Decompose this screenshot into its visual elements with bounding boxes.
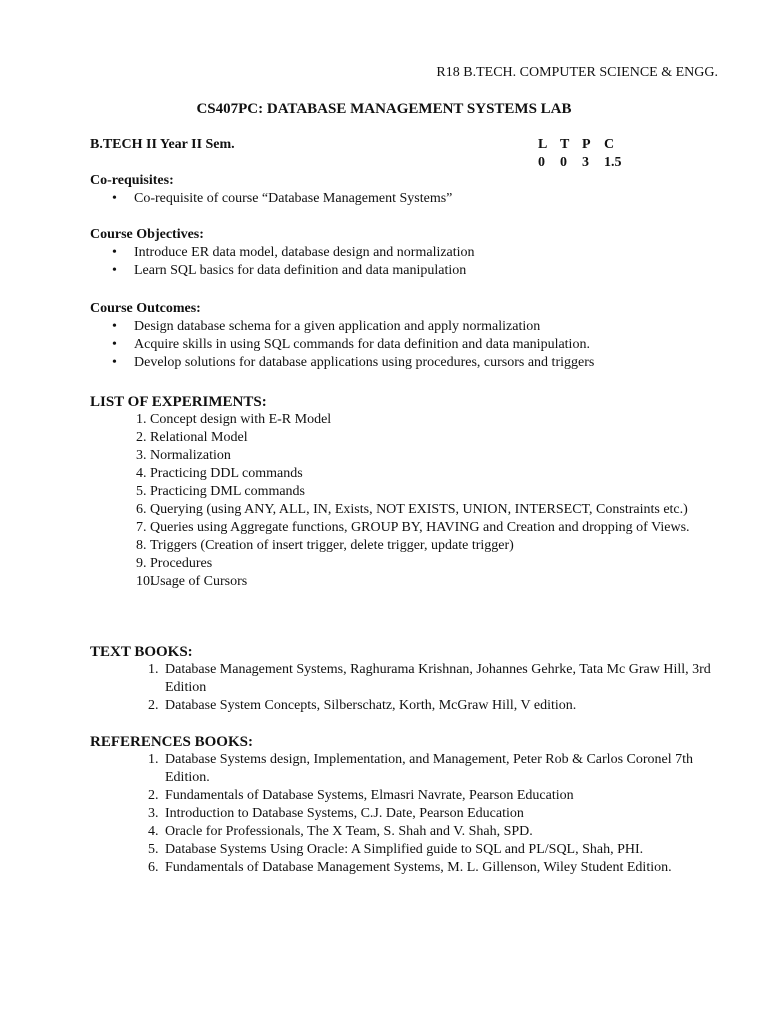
ltpc-value-c: 1.5 bbox=[604, 155, 622, 170]
item-text: Triggers (Creation of insert trigger, delete trigger, update trigger) bbox=[150, 538, 514, 553]
list-item: • Develop solutions for database applications using procedures, cursors and triggers bbox=[90, 354, 730, 372]
ltpc-header-c: C bbox=[604, 137, 615, 152]
item-text: Normalization bbox=[150, 448, 231, 463]
year-row bbox=[90, 136, 690, 172]
ltpc-table bbox=[538, 136, 622, 172]
objectives-heading: Course Objectives: bbox=[90, 227, 204, 242]
corequisites-list bbox=[90, 190, 730, 208]
experiments-list bbox=[90, 411, 730, 591]
item-number: 2. bbox=[136, 430, 147, 445]
item-text: Queries using Aggregate functions, GROUP BY, HAVING and Creation and dropping of Views. bbox=[150, 520, 690, 535]
text-books-list bbox=[90, 661, 730, 715]
item-number: 7. bbox=[136, 520, 147, 535]
item-text: Fundamentals of Database Management Systems, M. L. Gillenson, Wiley Student Edition. bbox=[165, 860, 672, 875]
ltpc-header-t: T bbox=[560, 137, 570, 152]
item-text: Fundamentals of Database Systems, Elmasri Navrate, Pearson Education bbox=[165, 788, 574, 803]
ltpc-values bbox=[538, 154, 622, 172]
item-number: 10. bbox=[136, 574, 154, 589]
item-text: Database Systems design, Implementation, and Management, Peter Rob & Carlos Coronel 7th Edition. bbox=[165, 752, 694, 785]
list-item bbox=[90, 555, 730, 573]
list-item bbox=[90, 661, 730, 697]
list-item: • Introduce ER data model, database design and normalization bbox=[90, 244, 730, 262]
course-title: CS407PC: DATABASE MANAGEMENT SYSTEMS LAB bbox=[196, 101, 572, 117]
list-item bbox=[90, 751, 730, 787]
ltpc-header-l: L bbox=[538, 137, 548, 152]
item-number: 6. bbox=[136, 502, 147, 517]
item-number: 5. bbox=[148, 842, 159, 857]
item-text: Practicing DML commands bbox=[150, 484, 306, 499]
experiments-heading: LIST OF EXPERIMENTS: bbox=[90, 394, 267, 410]
reference-books-section bbox=[90, 733, 730, 877]
ltpc-headers bbox=[538, 136, 622, 154]
ltpc-value-l: 0 bbox=[538, 155, 545, 170]
year-label: B.TECH II Year II Sem. bbox=[90, 137, 235, 152]
program-header: R18 B.TECH. COMPUTER SCIENCE & ENGG. bbox=[436, 65, 718, 80]
list-item bbox=[90, 805, 730, 823]
item-text: Relational Model bbox=[150, 430, 248, 445]
list-item bbox=[90, 501, 730, 519]
list-item bbox=[90, 787, 730, 805]
item-number: 4. bbox=[136, 466, 147, 481]
text-books-section bbox=[90, 643, 730, 715]
item-number: 1. bbox=[148, 752, 159, 767]
list-item bbox=[90, 465, 730, 483]
objectives-list bbox=[90, 244, 730, 280]
list-item bbox=[90, 841, 730, 859]
item-number: 3. bbox=[136, 448, 147, 463]
ltpc-header-p: P bbox=[582, 137, 591, 152]
list-item: • Co-requisite of course “Database Management Systems” bbox=[90, 190, 730, 208]
list-item bbox=[90, 411, 730, 429]
list-item bbox=[90, 573, 730, 591]
item-number: 5. bbox=[136, 484, 147, 499]
list-item: • Design database schema for a given application and apply normalization bbox=[90, 318, 730, 336]
item-text: Concept design with E-R Model bbox=[150, 412, 332, 427]
item-number: 4. bbox=[148, 824, 159, 839]
list-item: • Learn SQL basics for data definition and data manipulation bbox=[90, 262, 730, 280]
reference-books-heading: REFERENCES BOOKS: bbox=[90, 734, 253, 750]
list-item bbox=[90, 697, 730, 715]
corequisites-section bbox=[90, 172, 730, 208]
item-number: 8. bbox=[136, 538, 147, 553]
outcomes-section bbox=[90, 300, 730, 372]
list-item: • Acquire skills in using SQL commands for data definition and data manipulation. bbox=[90, 336, 730, 354]
list-item bbox=[90, 429, 730, 447]
item-text: Oracle for Professionals, The X Team, S. Shah and V. Shah, SPD. bbox=[165, 824, 533, 839]
corequisites-heading: Co-requisites: bbox=[90, 173, 174, 188]
list-item bbox=[90, 447, 730, 465]
item-text: Database Systems Using Oracle: A Simplified guide to SQL and PL/SQL, Shah, PHI. bbox=[165, 842, 644, 857]
experiments-section bbox=[90, 393, 730, 591]
list-item bbox=[90, 519, 730, 537]
item-text: Introduction to Database Systems, C.J. Date, Pearson Education bbox=[165, 806, 524, 821]
item-number: 1. bbox=[136, 412, 147, 427]
item-number: 6. bbox=[148, 860, 159, 875]
item-text: Practicing DDL commands bbox=[150, 466, 303, 481]
ltpc-value-p: 3 bbox=[582, 155, 589, 170]
item-text: Usage of Cursors bbox=[150, 574, 248, 589]
list-item bbox=[90, 823, 730, 841]
item-number: 2. bbox=[148, 698, 159, 713]
item-text: Database Management Systems, Raghurama Krishnan, Johannes Gehrke, Tata Mc Graw Hill, 3rd Edition bbox=[165, 662, 711, 695]
item-number: 9. bbox=[136, 556, 147, 571]
outcomes-list bbox=[90, 318, 730, 372]
ltpc-value-t: 0 bbox=[560, 155, 567, 170]
list-item bbox=[90, 859, 730, 877]
outcomes-heading: Course Outcomes: bbox=[90, 301, 201, 316]
item-number: 3. bbox=[148, 806, 159, 821]
item-text: Procedures bbox=[150, 556, 213, 571]
item-number: 2. bbox=[148, 788, 159, 803]
reference-books-list bbox=[90, 751, 730, 877]
list-item bbox=[90, 537, 730, 555]
list-item bbox=[90, 483, 730, 501]
item-text: Querying (using ANY, ALL, IN, Exists, NOT EXISTS, UNION, INTERSECT, Constraints etc.) bbox=[150, 502, 688, 517]
item-number: 1. bbox=[148, 662, 159, 677]
text-books-heading: TEXT BOOKS: bbox=[90, 644, 193, 660]
item-text: Database System Concepts, Silberschatz, Korth, McGraw Hill, V edition. bbox=[165, 698, 577, 713]
objectives-section bbox=[90, 226, 730, 280]
